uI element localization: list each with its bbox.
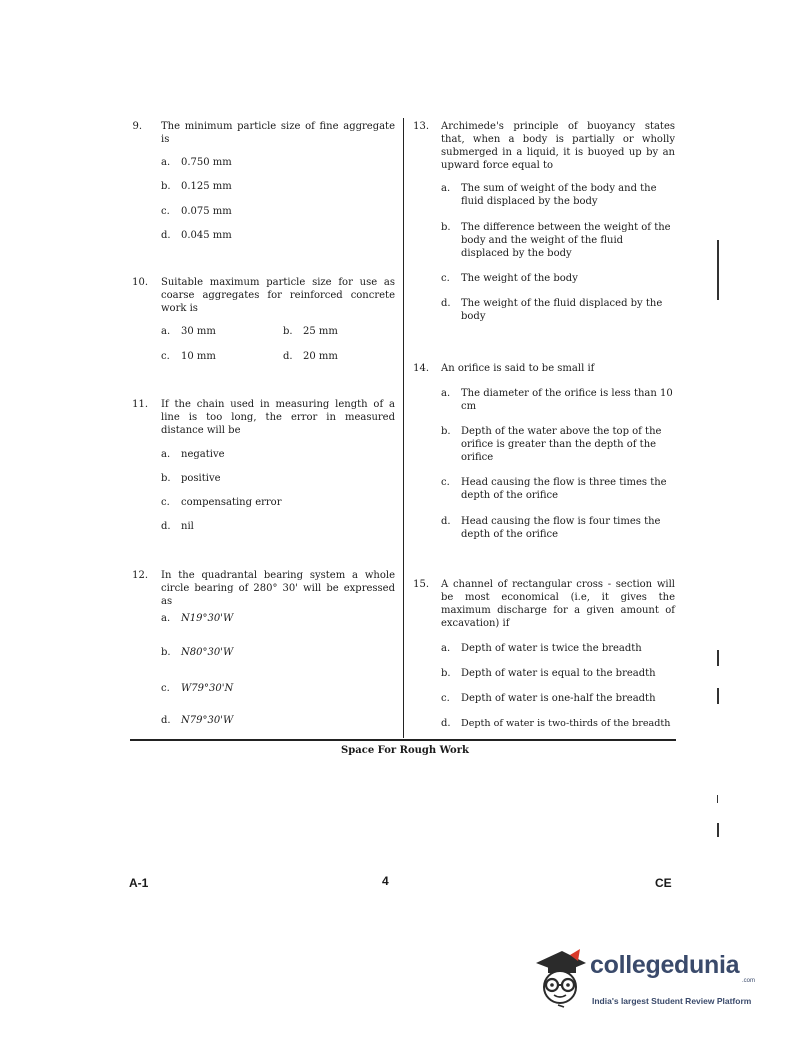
option-label: a. bbox=[161, 326, 171, 337]
option-label: c. bbox=[161, 206, 170, 217]
option-label: b. bbox=[161, 473, 171, 484]
option-text: N79°30'W bbox=[181, 715, 234, 726]
option-label: b. bbox=[441, 426, 451, 437]
question-number: 10. bbox=[132, 277, 148, 288]
option-label: b. bbox=[441, 222, 451, 233]
question-number: 14. bbox=[413, 363, 429, 374]
option-text: 0.750 mm bbox=[181, 157, 232, 168]
option-label: d. bbox=[161, 715, 171, 726]
rough-work-label: Space For Rough Work bbox=[341, 745, 469, 756]
question-text: A channel of rectangular cross - section will be most economical (i.e, it gives the maximum discharge for a given amount of excavation) if bbox=[441, 579, 675, 629]
option-label: a. bbox=[441, 388, 451, 399]
option-label: c. bbox=[441, 477, 450, 488]
option-label: c. bbox=[161, 497, 170, 508]
scan-mark bbox=[717, 240, 719, 300]
option-text: Depth of the water above the top of the orifice is greater than the depth of the orifice bbox=[461, 426, 662, 463]
question-text: An orifice is said to be small if bbox=[441, 363, 595, 374]
question-text: Archimede's principle of buoyancy states that, when a body is partially or wholly submerged in a liquid, it is buoyed up by an upward force equal to bbox=[441, 121, 675, 171]
column-divider bbox=[403, 118, 404, 738]
question-text: In the quadrantal bearing system a whole circle bearing of 280° 30' will be expressed as bbox=[161, 570, 395, 607]
brand-tagline: India's largest Student Review Platform bbox=[592, 996, 752, 1006]
option-label: b. bbox=[161, 181, 171, 192]
option-label: c. bbox=[161, 351, 170, 362]
option-label: d. bbox=[441, 516, 451, 527]
option-text: N19°30'W bbox=[181, 613, 234, 624]
option-text: Head causing the flow is three times the depth of the orifice bbox=[461, 477, 667, 501]
option-label: d. bbox=[283, 351, 293, 362]
page-number: 4 bbox=[382, 874, 389, 888]
question-number: 15. bbox=[413, 579, 429, 590]
option-label: a. bbox=[161, 157, 171, 168]
brand-logo bbox=[530, 945, 760, 1015]
option-text: N80°30'W bbox=[181, 647, 234, 658]
option-label: d. bbox=[161, 230, 171, 241]
question-text: If the chain used in measuring length of a line is too long, the error in measured distance will be bbox=[161, 399, 395, 436]
brand-suffix: .com bbox=[742, 978, 756, 984]
section-rule bbox=[130, 739, 676, 741]
option-text: nil bbox=[181, 521, 194, 532]
option-label: a. bbox=[441, 183, 451, 194]
question-text: The minimum particle size of fine aggregate is bbox=[161, 121, 395, 145]
option-text: 10 mm bbox=[181, 351, 216, 362]
option-label: b. bbox=[161, 647, 171, 658]
option-label: d. bbox=[161, 521, 171, 532]
option-text: Depth of water is twice the breadth bbox=[461, 643, 642, 654]
option-text: compensating error bbox=[181, 497, 282, 508]
footer-subject: CE bbox=[655, 876, 672, 890]
question-text: Suitable maximum particle size for use as coarse aggregates for reinforced concrete work is bbox=[161, 277, 395, 314]
footer-code: A-1 bbox=[129, 876, 149, 890]
scan-mark bbox=[717, 650, 719, 666]
option-text: negative bbox=[181, 449, 225, 460]
option-text: The weight of the body bbox=[461, 273, 578, 284]
option-text: The weight of the fluid displaced by the body bbox=[461, 298, 663, 322]
option-text: positive bbox=[181, 473, 221, 484]
option-text: 0.045 mm bbox=[181, 230, 232, 241]
option-text: Head causing the flow is four times the depth of the orifice bbox=[461, 516, 661, 540]
option-text: The sum of weight of the body and the fluid displaced by the body bbox=[461, 183, 657, 207]
option-label: a. bbox=[441, 643, 451, 654]
option-label: b. bbox=[441, 668, 451, 679]
option-label: c. bbox=[441, 693, 450, 704]
brand-name: collegedunia bbox=[590, 951, 740, 979]
option-label: d. bbox=[441, 298, 451, 309]
option-label: a. bbox=[161, 613, 171, 624]
question-number: 13. bbox=[413, 121, 429, 132]
option-text: Depth of water is one-half the breadth bbox=[461, 693, 656, 704]
question-number: 11. bbox=[132, 399, 148, 410]
scan-mark bbox=[717, 688, 719, 704]
option-text: Depth of water is two-thirds of the breadth bbox=[461, 718, 671, 729]
option-text: 0.075 mm bbox=[181, 206, 232, 217]
option-text: 0.125 mm bbox=[181, 181, 232, 192]
question-number: 9. bbox=[132, 121, 142, 132]
option-label: c. bbox=[441, 273, 450, 284]
option-text: 30 mm bbox=[181, 326, 216, 337]
mascot-icon bbox=[530, 947, 590, 1013]
option-label: c. bbox=[161, 683, 170, 694]
scan-mark bbox=[717, 823, 719, 837]
option-text: 20 mm bbox=[303, 351, 338, 362]
option-text: W79°30'N bbox=[181, 683, 234, 694]
scan-mark bbox=[717, 795, 718, 803]
option-label: b. bbox=[283, 326, 293, 337]
option-label: a. bbox=[161, 449, 171, 460]
option-text: 25 mm bbox=[303, 326, 338, 337]
option-text: Depth of water is equal to the breadth bbox=[461, 668, 656, 679]
option-text: The diameter of the orifice is less than 10 cm bbox=[461, 388, 673, 412]
question-number: 12. bbox=[132, 570, 148, 581]
option-text: The difference between the weight of the body and the weight of the fluid displaced by the body bbox=[461, 222, 671, 259]
option-label: d. bbox=[441, 718, 451, 729]
